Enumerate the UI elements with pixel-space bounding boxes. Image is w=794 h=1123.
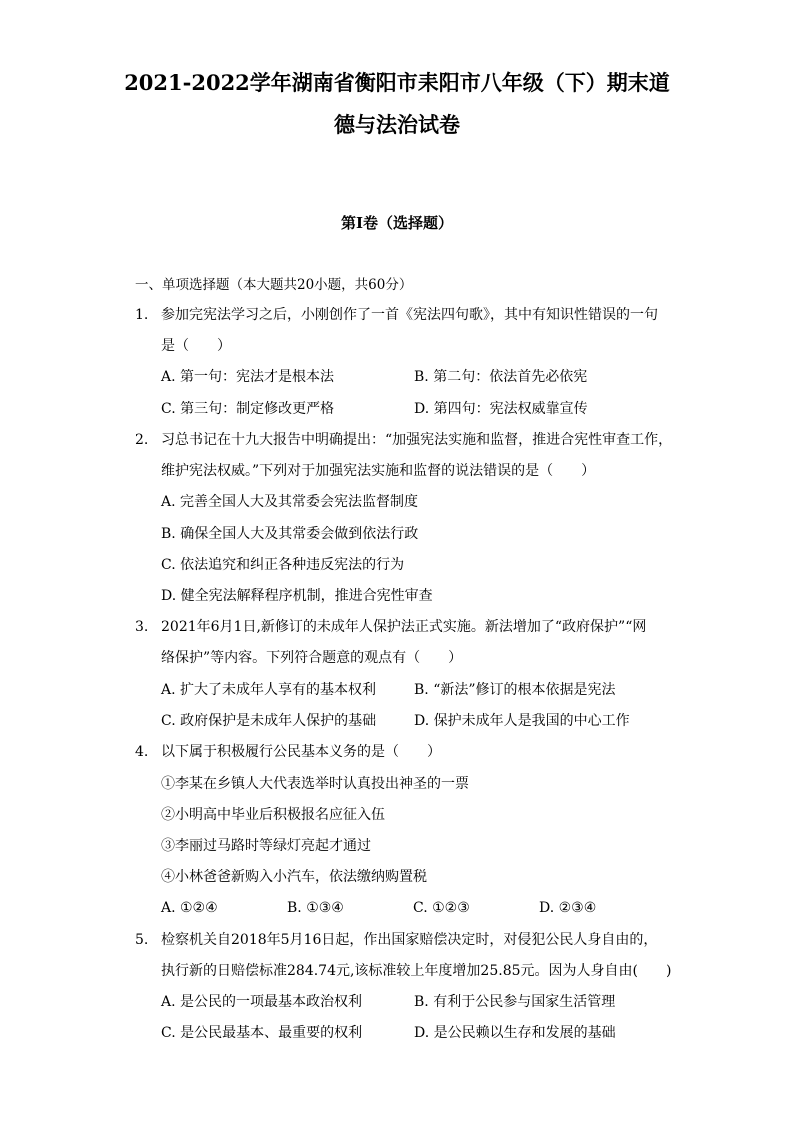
- question-4-number: 4.: [135, 744, 149, 760]
- question-2-stem-line-2: 维护宪法权威。”下列对于加强宪法实施和监督的说法错误的是（ ）: [161, 463, 596, 479]
- question-1-option-b[interactable]: B. 第二句：依法首先必依宪: [414, 369, 588, 385]
- question-5-option-d[interactable]: D. 是公民赖以生存和发展的基础: [414, 1025, 616, 1041]
- question-2-option-b[interactable]: B. 确保全国人大及其常委会做到依法行政: [161, 526, 419, 542]
- question-1-option-d[interactable]: D. 第四句：宪法权威靠宣传: [414, 401, 588, 417]
- question-5-stem-line-1: 检察机关自2018年5月16日起，作出国家赔偿决定时，对侵犯公民人身自由的，: [161, 932, 658, 948]
- question-5-option-a[interactable]: A. 是公民的一项最基本政治权利: [161, 994, 363, 1010]
- question-4-option-d[interactable]: D. ②③④: [539, 900, 597, 916]
- question-4-item-1: ①李某在乡镇人大代表选举时认真投出神圣的一票: [161, 776, 469, 792]
- section-heading: 一、单项选择题（本大题共20小题，共60分）: [135, 277, 413, 293]
- volume-heading: 第I卷（选择题）: [340, 214, 454, 232]
- question-3-option-c[interactable]: C. 政府保护是未成年人保护的基础: [161, 713, 377, 729]
- question-2-number: 2.: [135, 432, 149, 448]
- question-1-option-a[interactable]: A. 第一句：宪法才是根本法: [161, 369, 335, 385]
- question-1-stem-line-2: 是（ ）: [161, 338, 231, 354]
- question-3-stem-line-1: 2021年6月1日,新修订的未成年人保护法正式实施。新法增加了“政府保护”“网: [161, 619, 647, 635]
- question-3-number: 3.: [135, 619, 149, 635]
- question-5-option-c[interactable]: C. 是公民最基本、最重要的权利: [161, 1025, 363, 1041]
- question-3-stem-line-2: 络保护”等内容。下列符合题意的观点有（ ）: [161, 650, 463, 666]
- exam-title-line-2: 德与法治试卷: [334, 112, 460, 137]
- question-4-stem-line-1: 以下属于积极履行公民基本义务的是（ ）: [161, 744, 441, 760]
- question-2-option-d[interactable]: D. 健全宪法解释程序机制，推进合宪性审查: [161, 588, 433, 604]
- question-4-item-2: ②小明高中毕业后积极报名应征入伍: [161, 807, 385, 823]
- exam-title-line-1: 2021-2022学年湖南省衡阳市耒阳市八年级（下）期末道: [124, 70, 670, 95]
- question-4-option-c[interactable]: C. ①②③: [413, 900, 470, 916]
- question-5-stem-line-2: 执行新的日赔偿标准284.74元,该标准较上年度增加25.85元。因为人身自由( ): [161, 963, 672, 979]
- question-1-number: 1.: [135, 307, 149, 323]
- question-2-option-c[interactable]: C. 依法追究和纠正各种违反宪法的行为: [161, 557, 405, 573]
- question-5-option-b[interactable]: B. 有利于公民参与国家生活管理: [414, 994, 616, 1010]
- question-3-option-b[interactable]: B. “新法”修订的根本依据是宪法: [414, 682, 616, 698]
- question-1-option-c[interactable]: C. 第三句：制定修改更严格: [161, 401, 335, 417]
- question-4-option-a[interactable]: A. ①②④: [161, 900, 218, 916]
- question-3-option-a[interactable]: A. 扩大了未成年人享有的基本权利: [161, 682, 377, 698]
- question-1-stem-line-1: 参加完宪法学习之后，小刚创作了一首《宪法四句歌》，其中有知识性错误的一句: [161, 307, 658, 323]
- question-5-number: 5.: [135, 932, 149, 948]
- question-3-option-d[interactable]: D. 保护未成年人是我国的中心工作: [414, 713, 630, 729]
- question-4-option-b[interactable]: B. ①③④: [287, 900, 344, 916]
- question-4-item-4: ④小林爸爸新购入小汽车，依法缴纳购置税: [161, 869, 427, 885]
- question-2-stem-line-1: 习总书记在十九大报告中明确提出：“加强宪法实施和监督，推进合宪性审查工作，: [161, 432, 673, 448]
- question-4-item-3: ③李丽过马路时等绿灯亮起才通过: [161, 838, 371, 854]
- question-2-option-a[interactable]: A. 完善全国人大及其常委会宪法监督制度: [161, 494, 419, 510]
